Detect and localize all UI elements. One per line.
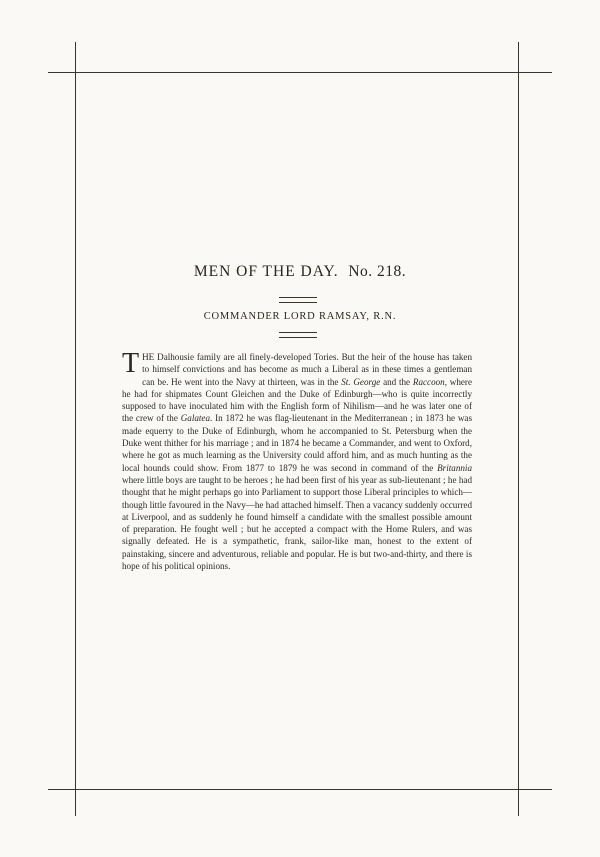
ship-name: Raccoon [412, 376, 445, 387]
article-subtitle: COMMANDER LORD RAMSAY, R.N. [203, 311, 397, 322]
title-text: MEN OF THE DAY. [193, 263, 339, 280]
article-body [122, 348, 472, 572]
frame-right-rule [518, 42, 519, 816]
subtitle-divider [279, 332, 317, 338]
ship-name: Britannia [437, 462, 472, 473]
article-text-1: HE Dalhousie family are all finely-developed Tories. But the heir of the house has taken to himself convictions and has become as much a Liberal as in these times a gentleman can be. He went into the Navy at thirteen, was in the [142, 352, 472, 387]
drop-cap: T [122, 348, 140, 379]
article-text-3: , where he had for shipmates Count Gleichen and the Duke of Edinburgh—who is quite incorrectly supposed to have inoculated him with the English form of Nihilism—and he was later one of the crew of the [122, 376, 472, 424]
frame-bottom-rule [48, 789, 552, 790]
frame-left-rule [75, 42, 76, 816]
title-divider [279, 297, 317, 303]
article-text-5: where little boys are taught to be heroes ; he had been first of his year as sub-lieutenant ; he had thought that he might perhaps go into Parliament to support those Liberal principles to which—though little favoured in the Navy—he had attached himself. Then a vacancy suddenly occurred at Liverpool, and as suddenly he found himself a candidate with the smallest possible amount of preparation. He fought well ; but he accepted a compact with the Home Rulers, and was signally defeated. He is a sympathetic, frank, sailor-like man, honest to the extent of painstaking, sincere and adventurous, reliable and popular. He is but two-and-thirty, and there is hope of his political opinions. [122, 474, 472, 572]
ship-name: St. George [341, 376, 381, 387]
frame-top-rule [48, 72, 552, 73]
article-text-2: and the [380, 376, 413, 387]
page-title [0, 263, 600, 281]
issue-number: No. 218. [348, 263, 407, 280]
article-text-4: . In 1872 he was flag-lieutenant in the Mediterranean ; in 1873 he was made equerry to the Duke of Edinburgh, whom he accompanied to St. Petersburg when the Duke went thither for his marriage ; and in 1874 he became a Commander, and went to Oxford, where he got as much learning as the University could afford him, and as much hunting as the local hounds could show. From 1877 to 1879 he was second in command of the [122, 413, 472, 473]
ship-name: Galatea [180, 413, 211, 424]
